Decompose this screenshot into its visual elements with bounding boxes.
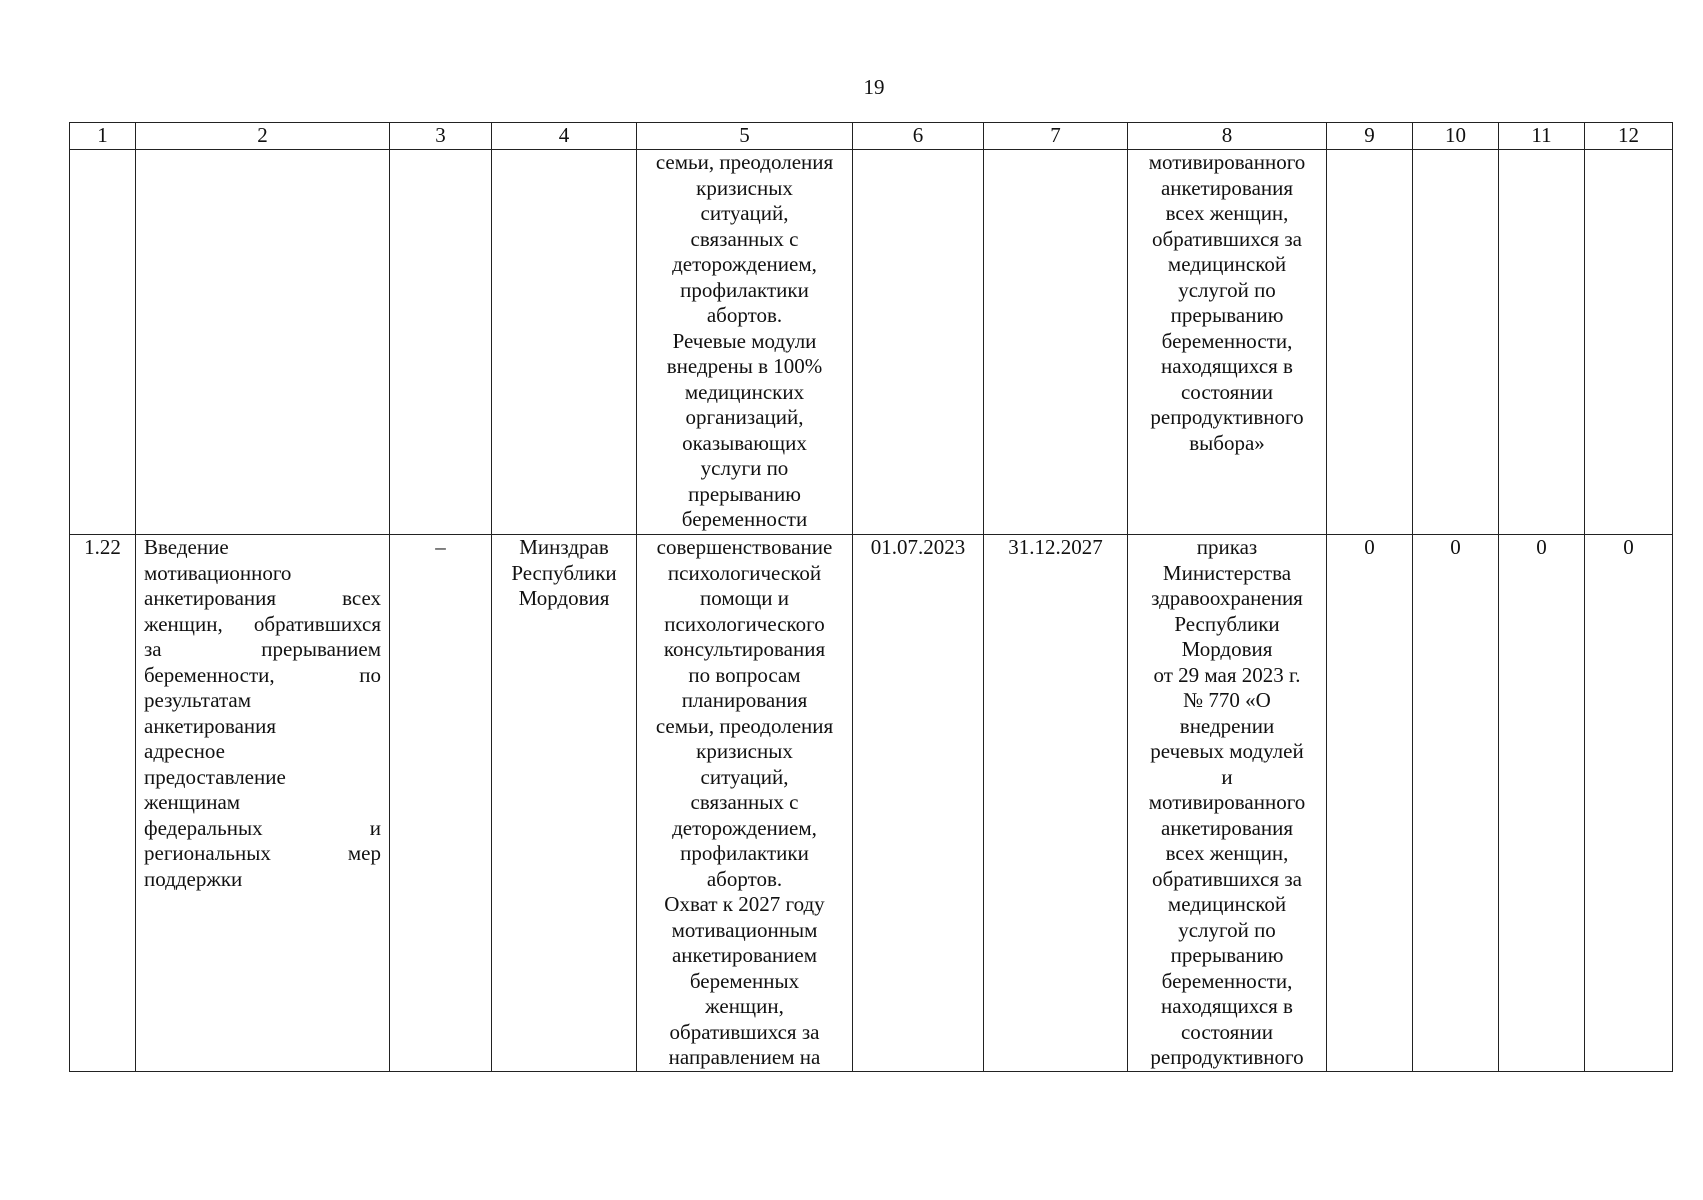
column-header-5: 5 xyxy=(637,123,853,150)
cell-empty xyxy=(70,150,136,535)
column-header-2: 2 xyxy=(136,123,390,150)
measure-name-line: результатам xyxy=(144,688,252,712)
cell-empty xyxy=(984,150,1128,535)
measure-name-line: беременности, по xyxy=(144,662,381,687)
measure-name-line: предоставление xyxy=(144,764,286,789)
cell-empty xyxy=(853,150,984,535)
value-12: 0 xyxy=(1623,535,1634,559)
column-header-12: 12 xyxy=(1585,123,1673,150)
cell-document-reference xyxy=(1128,535,1327,1072)
measure-name-line: адресное xyxy=(144,739,225,763)
col-3-value: – xyxy=(435,535,446,559)
column-header-9: 9 xyxy=(1327,123,1413,150)
measure-name-line: мотивационного xyxy=(144,560,292,585)
column-header-8: 8 xyxy=(1128,123,1327,150)
cell-document-reference xyxy=(1128,150,1327,535)
measure-name-line: федеральных и xyxy=(144,815,381,840)
page-number: 19 xyxy=(863,75,885,99)
cell-empty xyxy=(1499,150,1585,535)
cell-value-12 xyxy=(1585,535,1673,1072)
column-header-4: 4 xyxy=(492,123,637,150)
measure-name-text xyxy=(144,535,381,892)
measures-table xyxy=(69,122,1673,1072)
measure-name-line: Введение xyxy=(144,535,229,559)
measure-name-line: региональных мер xyxy=(144,841,381,865)
value-9: 0 xyxy=(1364,535,1375,559)
column-header-6: 6 xyxy=(853,123,984,150)
measure-name-line: анкетирования xyxy=(144,713,277,738)
column-header-10: 10 xyxy=(1413,123,1499,150)
measure-name-line: женщин, обратившихся xyxy=(144,611,381,636)
measure-name-line: поддержки xyxy=(144,866,243,891)
table-row-continuation xyxy=(70,150,1673,535)
cell-responsible xyxy=(492,535,637,1072)
table-header-row xyxy=(70,123,1673,150)
cell-col-3 xyxy=(390,535,492,1072)
table-row-1-22 xyxy=(70,535,1673,1072)
value-11: 0 xyxy=(1536,535,1547,559)
document-reference-text: мотивированного анкетирования всех женщин, обратившихся за медицинской услугой по прерыванию беременности, находящихся в состоянии репродуктивного выбора» xyxy=(1148,150,1306,455)
column-header-11: 11 xyxy=(1499,123,1585,150)
cell-empty xyxy=(492,150,637,535)
start-date: 01.07.2023 xyxy=(870,535,966,559)
value-10: 0 xyxy=(1450,535,1461,559)
end-date: 31.12.2027 xyxy=(1008,535,1103,559)
measure-name-line: за прерыванием xyxy=(144,637,381,661)
responsible-text: Минздрав Республики Мордовия xyxy=(511,535,617,610)
measure-name-line: женщинам xyxy=(144,790,241,814)
cell-value-10 xyxy=(1413,535,1499,1072)
cell-empty xyxy=(1327,150,1413,535)
cell-item-number xyxy=(70,535,136,1072)
column-header-1: 1 xyxy=(70,123,136,150)
item-number: 1.22 xyxy=(84,535,121,559)
measure-name-line: анкетирования всех xyxy=(144,586,381,610)
cell-measure-name xyxy=(136,535,390,1072)
cell-start-date xyxy=(853,535,984,1072)
cell-result-description xyxy=(637,150,853,535)
cell-empty xyxy=(1585,150,1673,535)
cell-result-description xyxy=(637,535,853,1072)
cell-value-11 xyxy=(1499,535,1585,1072)
document-reference-text: приказ Министерства здравоохранения Республики Мордовия от 29 мая 2023 г. № 770 «О внедрении речевых модулей и мотивированного анкетирования всех женщин, обратившихся за медицинской услугой по прерыванию беременности, находящихся в состоянии репродуктивного xyxy=(1148,535,1306,1069)
result-description-text: семьи, преодоления кризисных ситуаций, связанных с деторождением, профилактики абортов. Речевые модули внедрены в 100% медицинских организаций, оказывающих услуги по прерыванию беременности xyxy=(655,150,834,531)
cell-empty xyxy=(136,150,390,535)
column-header-3: 3 xyxy=(390,123,492,150)
column-header-7: 7 xyxy=(984,123,1128,150)
cell-value-9 xyxy=(1327,535,1413,1072)
cell-empty xyxy=(1413,150,1499,535)
result-description-text: совершенствование психологической помощи и психологического консультирования по вопросам планирования семьи, преодоления кризисных ситуаций, связанных с деторождением, профилактики абортов. Охват к 2027 году мотивационным анкетированием беременных женщин, обратившихся за направлением на xyxy=(655,535,834,1069)
cell-empty xyxy=(390,150,492,535)
cell-end-date xyxy=(984,535,1128,1072)
